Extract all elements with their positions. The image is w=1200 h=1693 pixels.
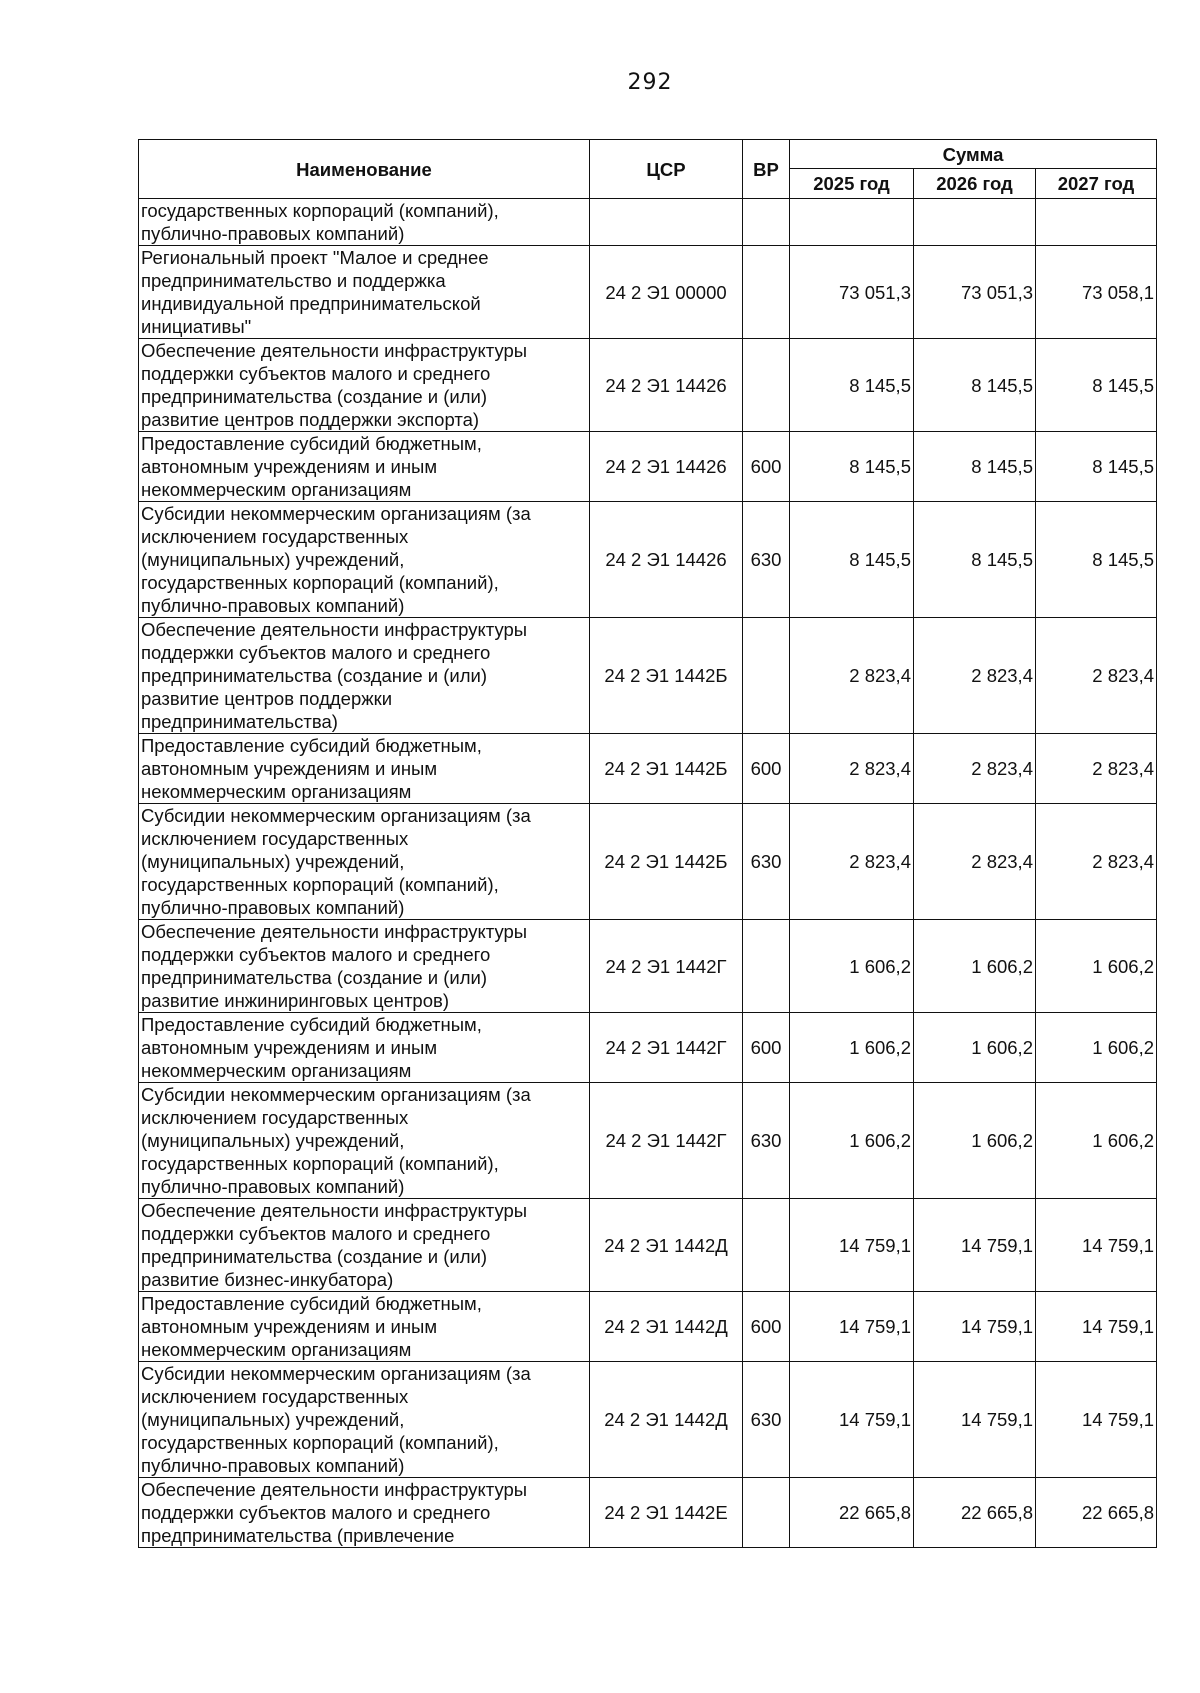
row-name-line: поддержки субъектов малого и среднего [141,1223,491,1244]
row-name-line: развитие центров поддержки [141,688,393,709]
row-amount-2027: 1 606,2 [1036,920,1157,1013]
row-name-line: инициативы" [141,316,252,337]
row-name-line: Предоставление субсидий бюджетным, [141,1014,482,1035]
row-name-line: развитие бизнес-инкубатора) [141,1269,394,1290]
row-amount-2027: 73 058,1 [1036,246,1157,339]
row-amount-2026: 8 145,5 [914,339,1036,432]
row-csr: 24 2 Э1 00000 [590,246,743,339]
row-csr: 24 2 Э1 1442Е [590,1478,743,1548]
row-name-line: поддержки субъектов малого и среднего [141,642,491,663]
row-name-line: исключением государственных [141,828,409,849]
row-amount-2026: 14 759,1 [914,1199,1036,1292]
row-amount-2027: 1 606,2 [1036,1013,1157,1083]
row-name-line: Обеспечение деятельности инфраструктуры [141,340,528,361]
row-amount-2025: 1 606,2 [790,920,914,1013]
row-name-line: (муниципальных) учреждений, [141,549,405,570]
row-name-line: предпринимательства (создание и (или) [141,665,488,686]
row-amount-2025 [790,199,914,246]
row-name-line: Обеспечение деятельности инфраструктуры [141,921,528,942]
row-csr: 24 2 Э1 14426 [590,339,743,432]
row-name-line: предпринимательство и поддержка [141,270,446,291]
table-row [139,502,1157,618]
row-name [139,618,590,734]
row-amount-2026: 8 145,5 [914,432,1036,502]
table-row [139,734,1157,804]
row-name-line: (муниципальных) учреждений, [141,851,405,872]
row-amount-2026: 8 145,5 [914,502,1036,618]
row-name [139,920,590,1013]
row-vr [743,618,790,734]
row-vr: 630 [743,502,790,618]
row-vr [743,1199,790,1292]
row-amount-2026: 1 606,2 [914,1083,1036,1199]
row-name [139,804,590,920]
row-name-line: Региональный проект "Малое и среднее [141,247,489,268]
row-amount-2025: 1 606,2 [790,1083,914,1199]
row-amount-2025: 1 606,2 [790,1013,914,1083]
row-name-line: исключением государственных [141,1386,409,1407]
row-amount-2025: 2 823,4 [790,618,914,734]
row-amount-2026: 1 606,2 [914,920,1036,1013]
table-row [139,920,1157,1013]
row-amount-2026: 2 823,4 [914,734,1036,804]
header-vr: ВР [743,140,790,199]
table-row [139,804,1157,920]
table-row [139,1083,1157,1199]
row-name-line: государственных корпораций (компаний), [141,874,499,895]
row-name-line: государственных корпораций (компаний), [141,1432,499,1453]
row-name-line: поддержки субъектов малого и среднего [141,944,491,965]
row-csr: 24 2 Э1 1442Б [590,618,743,734]
row-amount-2026: 2 823,4 [914,618,1036,734]
row-amount-2026 [914,199,1036,246]
row-name [139,734,590,804]
row-amount-2025: 8 145,5 [790,502,914,618]
row-name-line: государственных корпораций (компаний), [141,200,499,221]
row-name-line: публично-правовых компаний) [141,223,405,244]
row-amount-2026: 14 759,1 [914,1292,1036,1362]
table-row [139,1362,1157,1478]
row-name [139,1199,590,1292]
row-vr [743,339,790,432]
row-amount-2025: 14 759,1 [790,1362,914,1478]
row-vr [743,1478,790,1548]
row-vr [743,920,790,1013]
row-name-line: автономным учреждениям и иным [141,1316,438,1337]
row-name [139,1013,590,1083]
row-csr: 24 2 Э1 1442Д [590,1362,743,1478]
row-name-line: Предоставление субсидий бюджетным, [141,433,482,454]
row-name-line: Предоставление субсидий бюджетным, [141,1293,482,1314]
row-name-line: государственных корпораций (компаний), [141,1153,499,1174]
row-amount-2026: 22 665,8 [914,1478,1036,1548]
row-amount-2027: 2 823,4 [1036,618,1157,734]
row-amount-2025: 2 823,4 [790,734,914,804]
row-amount-2027: 8 145,5 [1036,432,1157,502]
row-name-line: предпринимательства (создание и (или) [141,1246,488,1267]
row-name-line: предпринимательства (привлечение [141,1525,455,1546]
row-csr: 24 2 Э1 1442Д [590,1199,743,1292]
row-amount-2025: 14 759,1 [790,1292,914,1362]
row-name-line: некоммерческим организациям [141,781,412,802]
row-name [139,339,590,432]
row-amount-2025: 73 051,3 [790,246,914,339]
row-name-line: предпринимательства) [141,711,338,732]
row-csr: 24 2 Э1 1442Б [590,804,743,920]
row-csr: 24 2 Э1 1442Б [590,734,743,804]
row-name-line: Субсидии некоммерческим организациям (за [141,1084,531,1105]
row-amount-2027: 14 759,1 [1036,1292,1157,1362]
row-amount-2027: 2 823,4 [1036,734,1157,804]
table-row [139,1199,1157,1292]
row-amount-2026: 1 606,2 [914,1013,1036,1083]
row-name-line: автономным учреждениям и иным [141,456,438,477]
row-amount-2027: 8 145,5 [1036,339,1157,432]
row-name-line: публично-правовых компаний) [141,897,405,918]
row-amount-2025: 14 759,1 [790,1199,914,1292]
row-amount-2027: 14 759,1 [1036,1199,1157,1292]
row-name-line: поддержки субъектов малого и среднего [141,363,491,384]
table-row [139,199,1157,246]
row-amount-2027: 8 145,5 [1036,502,1157,618]
row-name-line: (муниципальных) учреждений, [141,1130,405,1151]
row-name-line: поддержки субъектов малого и среднего [141,1502,491,1523]
header-csr: ЦСР [590,140,743,199]
row-csr: 24 2 Э1 1442Д [590,1292,743,1362]
row-name-line: некоммерческим организациям [141,479,412,500]
row-name-line: некоммерческим организациям [141,1060,412,1081]
row-name-line: некоммерческим организациям [141,1339,412,1360]
table-row [139,339,1157,432]
row-csr: 24 2 Э1 1442Г [590,1083,743,1199]
row-name [139,1292,590,1362]
row-name-line: Субсидии некоммерческим организациям (за [141,503,531,524]
header-sum: Сумма [790,140,1157,169]
row-csr: 24 2 Э1 14426 [590,502,743,618]
row-name-line: Субсидии некоммерческим организациям (за [141,1363,531,1384]
row-name [139,432,590,502]
row-name-line: индивидуальной предпринимательской [141,293,481,314]
row-vr [743,199,790,246]
table-row [139,1013,1157,1083]
table-row [139,246,1157,339]
row-amount-2026: 2 823,4 [914,804,1036,920]
row-vr: 600 [743,734,790,804]
header-name: Наименование [139,140,590,199]
row-amount-2026: 73 051,3 [914,246,1036,339]
row-vr: 630 [743,804,790,920]
page-number: 292 [627,70,673,95]
row-name [139,1362,590,1478]
row-name-line: Предоставление субсидий бюджетным, [141,735,482,756]
row-amount-2025: 22 665,8 [790,1478,914,1548]
row-name-line: государственных корпораций (компаний), [141,572,499,593]
row-amount-2027: 14 759,1 [1036,1362,1157,1478]
row-amount-2025: 8 145,5 [790,432,914,502]
row-vr: 600 [743,1013,790,1083]
row-name [139,246,590,339]
row-amount-2025: 2 823,4 [790,804,914,920]
row-csr [590,199,743,246]
row-vr: 600 [743,432,790,502]
row-name-line: (муниципальных) учреждений, [141,1409,405,1430]
table-row [139,618,1157,734]
table-row [139,1478,1157,1548]
row-name-line: автономным учреждениям и иным [141,1037,438,1058]
table-row [139,432,1157,502]
table-row [139,1292,1157,1362]
row-name-line: предпринимательства (создание и (или) [141,386,488,407]
row-name-line: Обеспечение деятельности инфраструктуры [141,619,528,640]
row-name-line: развитие центров поддержки экспорта) [141,409,480,430]
row-name-line: предпринимательства (создание и (или) [141,967,488,988]
row-name [139,1083,590,1199]
row-name-line: Субсидии некоммерческим организациям (за [141,805,531,826]
row-csr: 24 2 Э1 14426 [590,432,743,502]
header-year-2027: 2027 год [1036,169,1157,199]
row-vr: 630 [743,1083,790,1199]
budget-table [138,139,1157,1548]
row-name-line: публично-правовых компаний) [141,595,405,616]
row-name-line: развитие инжиниринговых центров) [141,990,449,1011]
row-amount-2027: 1 606,2 [1036,1083,1157,1199]
row-name [139,1478,590,1548]
row-amount-2026: 14 759,1 [914,1362,1036,1478]
row-name [139,199,590,246]
row-amount-2027: 22 665,8 [1036,1478,1157,1548]
row-name-line: исключением государственных [141,526,409,547]
row-amount-2025: 8 145,5 [790,339,914,432]
row-name-line: исключением государственных [141,1107,409,1128]
header-year-2026: 2026 год [914,169,1036,199]
row-csr: 24 2 Э1 1442Г [590,920,743,1013]
table-body [139,199,1157,1548]
row-amount-2027 [1036,199,1157,246]
row-vr: 600 [743,1292,790,1362]
header-year-2025: 2025 год [790,169,914,199]
row-name-line: Обеспечение деятельности инфраструктуры [141,1479,528,1500]
row-name-line: автономным учреждениям и иным [141,758,438,779]
row-amount-2027: 2 823,4 [1036,804,1157,920]
row-csr: 24 2 Э1 1442Г [590,1013,743,1083]
row-name-line: Обеспечение деятельности инфраструктуры [141,1200,528,1221]
row-name-line: публично-правовых компаний) [141,1455,405,1476]
row-name-line: публично-правовых компаний) [141,1176,405,1197]
row-vr [743,246,790,339]
row-vr: 630 [743,1362,790,1478]
row-name [139,502,590,618]
